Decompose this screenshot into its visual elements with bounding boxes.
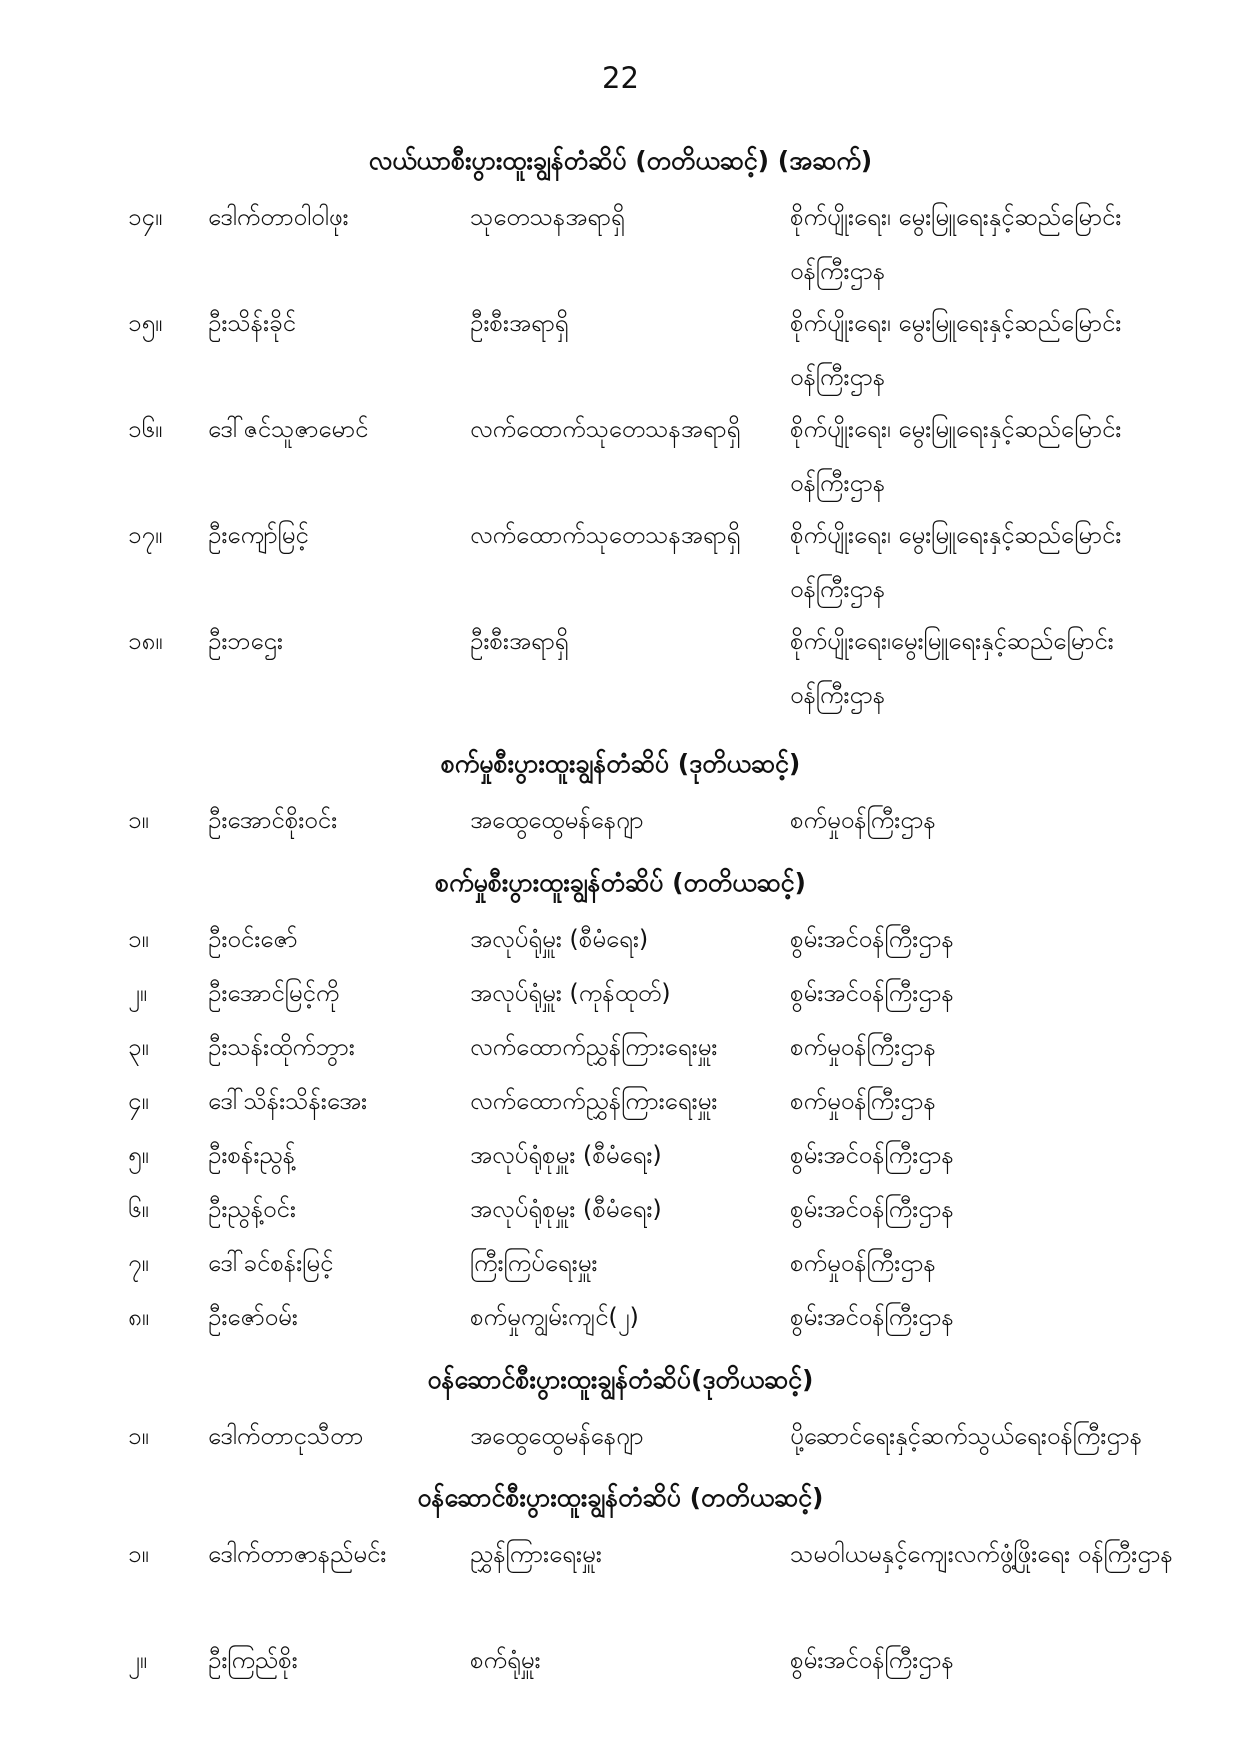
position: သုတေသနအရာရှိ — [470, 203, 625, 231]
recipient-name: ဦးဝင်းဇော် — [208, 925, 298, 953]
position: အလုပ်ရုံစုမှူး (စီမံရေး) — [470, 1195, 662, 1223]
row-number: ၂။ — [128, 1646, 148, 1674]
position: အလုပ်ရုံစုမှူး (စီမံရေး) — [470, 1141, 662, 1169]
recipient-name: ဦးသိန်းခိုင် — [208, 309, 296, 337]
recipient-name: ဦးညွန့်ဝင်း — [208, 1195, 296, 1223]
row-number: ၁၈။ — [128, 627, 163, 655]
ministry: စွမ်းအင်ဝန်ကြီးဌာန — [790, 1646, 954, 1674]
ministry: စွမ်းအင်ဝန်ကြီးဌာန — [790, 1141, 954, 1169]
position: အထွေထွေမန်နေဂျာ — [470, 806, 644, 834]
recipient-name: ဦးကြည်စိုး — [208, 1646, 298, 1674]
ministry: စွမ်းအင်ဝန်ကြီးဌာန — [790, 1195, 954, 1223]
section-title: ဝန်ဆောင်စီးပွားထူးချွန်တံဆိပ် (တတိယဆင့်) — [417, 1483, 824, 1512]
position: အလုပ်ရုံမှူး (စီမံရေး) — [470, 925, 649, 953]
position: ညွှန်ကြားရေးမှူး — [470, 1540, 602, 1568]
page-number: 22 — [602, 61, 639, 95]
recipient-name: ဦးဇော်ဝမ်း — [208, 1303, 298, 1331]
recipient-name: ဦးစန်းညွန့် — [208, 1141, 296, 1169]
recipient-name: ဦးဘဌေး — [208, 627, 283, 655]
row-number: ၁။ — [128, 1422, 149, 1450]
row-number: ၆။ — [128, 1195, 149, 1223]
position: လက်ထောက်ညွှန်ကြားရေးမှူး — [470, 1033, 718, 1061]
position: ကြီးကြပ်ရေးမှူး — [470, 1249, 598, 1277]
recipient-name: ဦးအောင်စိုးဝင်း — [208, 806, 338, 834]
ministry: စိုက်ပျိုးရေး၊ မွေးမြူရေးနှင့်ဆည်မြောင်း ဝန်ကြီးဌာန — [790, 521, 1122, 603]
ministry: စိုက်ပျိုးရေး၊မွေးမြူရေးနှင့်ဆည်မြောင်း ဝန်ကြီးဌာန — [790, 627, 1114, 709]
recipient-name: ဒေါက်တာဝါဝါဖုး — [208, 203, 349, 231]
ministry: သမဝါယမနှင့်ကျေးလက်ဖွံ့ဖြိုးရေး ဝန်ကြီးဌာန — [790, 1540, 1173, 1568]
position: အထွေထွေမန်နေဂျာ — [470, 1422, 644, 1450]
row-number: ၁၅။ — [128, 309, 163, 337]
row-number: ၈။ — [128, 1303, 149, 1331]
ministry: ပို့ဆောင်ရေးနှင့်ဆက်သွယ်ရေးဝန်ကြီးဌာန — [790, 1422, 1142, 1450]
row-number: ၁။ — [128, 925, 149, 953]
ministry: စက်မှုဝန်ကြီးဌာန — [790, 806, 936, 834]
recipient-name: ဦးသန်းထိုက်ဘွား — [208, 1033, 355, 1061]
row-number: ၂။ — [128, 979, 148, 1007]
recipient-name: ဒေါ်သိန်းသိန်းအေး — [208, 1087, 368, 1115]
section-title: စက်မှုစီးပွားထူးချွန်တံဆိပ် (တတိယဆင့်) — [435, 868, 806, 897]
section-title: စက်မှုစီးပွားထူးချွန်တံဆိပ် (ဒုတိယဆင့်) — [440, 749, 801, 778]
row-number: ၁၆။ — [128, 415, 163, 443]
position: စက်မှုကျွမ်းကျင်(၂) — [470, 1303, 639, 1331]
position: လက်ထောက်သုတေသနအရာရှိ — [470, 415, 741, 443]
row-number: ၄။ — [128, 1087, 149, 1115]
row-number: ၁၄။ — [128, 203, 163, 231]
position: အလုပ်ရုံမှူး (ကုန်ထုတ်) — [470, 979, 671, 1007]
row-number: ၁၇။ — [128, 521, 163, 549]
row-number: ၁။ — [128, 806, 149, 834]
ministry: စိုက်ပျိုးရေး၊ မွေးမြူရေးနှင့်ဆည်မြောင်း ဝန်ကြီးဌာန — [790, 203, 1122, 285]
ministry: စွမ်းအင်ဝန်ကြီးဌာန — [790, 925, 954, 953]
ministry: စက်မှုဝန်ကြီးဌာန — [790, 1087, 936, 1115]
row-number: ၁။ — [128, 1540, 149, 1568]
section-title: ဝန်ဆောင်စီးပွားထူးချွန်တံဆိပ်(ဒုတိယဆင့်) — [427, 1365, 814, 1394]
ministry: စက်မှုဝန်ကြီးဌာန — [790, 1249, 936, 1277]
ministry: စိုက်ပျိုးရေး၊ မွေးမြူရေးနှင့်ဆည်မြောင်း ဝန်ကြီးဌာန — [790, 309, 1122, 391]
position: လက်ထောက်သုတေသနအရာရှိ — [470, 521, 741, 549]
recipient-name: ဒေါက်တာဇာနည်မင်း — [208, 1540, 387, 1568]
recipient-name: ဒေါ်ခင်စန်းမြင့် — [208, 1249, 334, 1277]
recipient-name: ဒေါ်ဇင်သူဇာမောင် — [208, 415, 369, 443]
position: ဦးစီးအရာရှိ — [470, 627, 569, 655]
row-number: ၅။ — [128, 1141, 149, 1169]
position: လက်ထောက်ညွှန်ကြားရေးမှူး — [470, 1087, 718, 1115]
row-number: ၇။ — [128, 1249, 149, 1277]
ministry: စက်မှုဝန်ကြီးဌာန — [790, 1033, 936, 1061]
recipient-name: ဦးအောင်မြင့်ကို — [208, 979, 340, 1007]
recipient-name: ဒေါက်တာငုသီတာ — [208, 1422, 364, 1450]
section-title: လယ်ယာစီးပွားထူးချွန်တံဆိပ် (တတိယဆင့်) (အဆက်) — [368, 146, 873, 175]
position: ဦးစီးအရာရှိ — [470, 309, 569, 337]
ministry: စိုက်ပျိုးရေး၊ မွေးမြူရေးနှင့်ဆည်မြောင်း ဝန်ကြီးဌာန — [790, 415, 1122, 497]
ministry: စွမ်းအင်ဝန်ကြီးဌာန — [790, 1303, 954, 1331]
recipient-name: ဦးကျော်မြင့် — [208, 521, 309, 549]
row-number: ၃။ — [128, 1033, 149, 1061]
position: စက်ရုံမှူး — [470, 1646, 541, 1674]
ministry: စွမ်းအင်ဝန်ကြီးဌာန — [790, 979, 954, 1007]
